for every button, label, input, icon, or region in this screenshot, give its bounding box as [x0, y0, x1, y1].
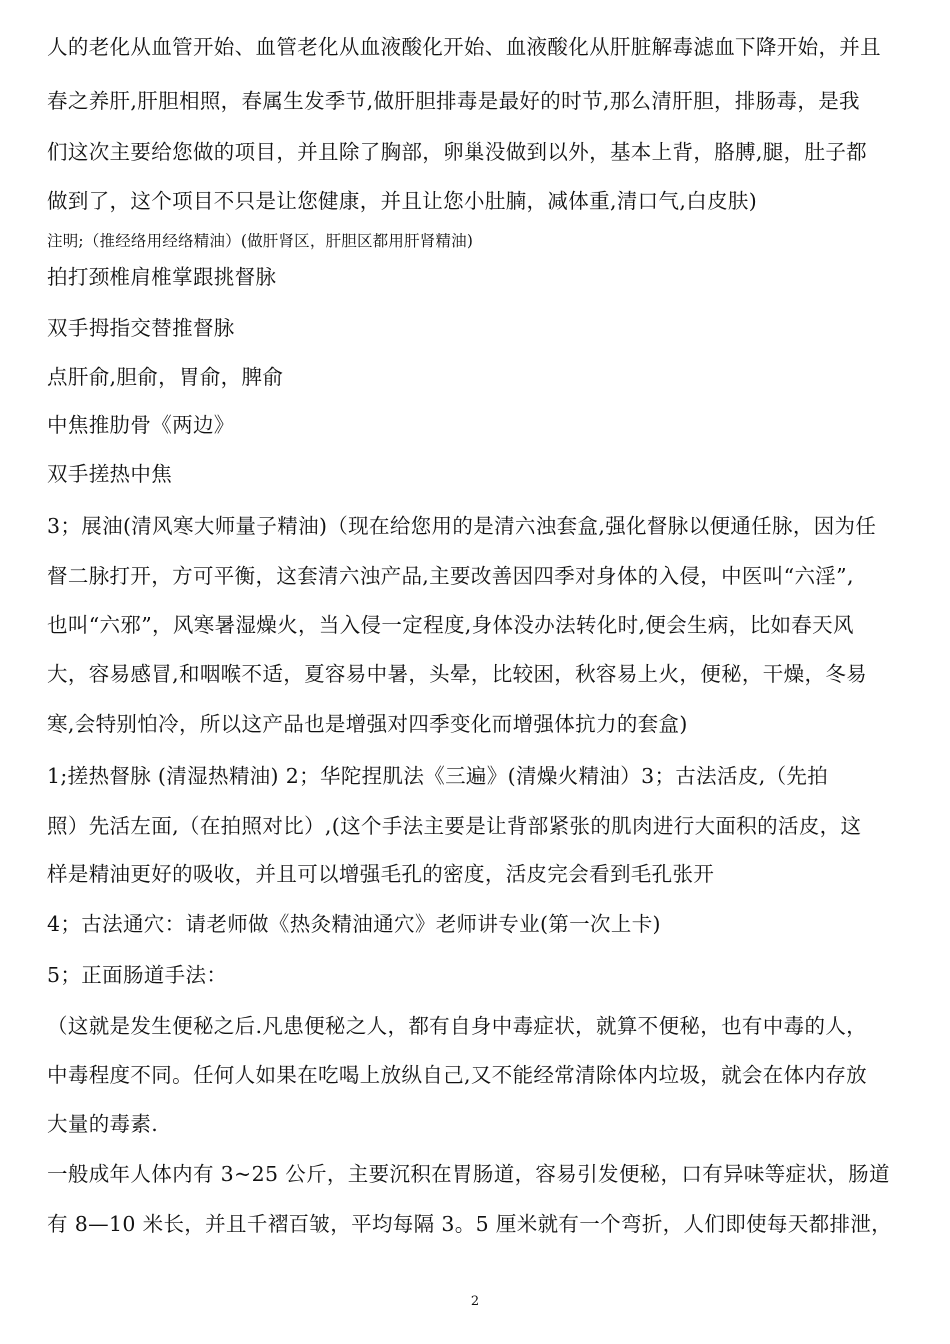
paragraph-line: 中毒程度不同。任何人如果在吃喝上放纵自己,又不能经常清除体内垃圾，就会在体内存放 — [47, 1063, 868, 1087]
step-line: 4；古法通穴：请老师做《热灸精油通穴》老师讲专业(第一次上卡) — [47, 912, 661, 936]
step-line: 拍打颈椎肩椎掌跟挑督脉 — [47, 265, 277, 289]
paragraph-line: 们这次主要给您做的项目，并且除了胸部，卵巢没做到以外，基本上背，胳膊,腿，肚子都 — [47, 140, 868, 164]
paragraph-line: 大量的毒素. — [47, 1112, 159, 1136]
paragraph-line: 1;搓热督脉 (清湿热精油) 2；华陀捏肌法《三遍》(清燥火精油）3；古法活皮,（先拍 — [47, 764, 829, 788]
paragraph-line: 督二脉打开，方可平衡，这套清六浊产品,主要改善因四季对身体的入侵，中医叫“六淫”, — [47, 564, 854, 588]
paragraph-line: 春之养肝,肝胆相照，春属生发季节,做肝胆排毒是最好的时节,那么清肝胆，排肠毒，是我 — [47, 89, 860, 113]
paragraph-line: 做到了，这个项目不只是让您健康，并且让您小肚腩，减体重,清口气,白皮肤) — [47, 189, 758, 213]
step-line: 中焦推肋骨《两边》 — [47, 413, 235, 437]
paragraph-line: 寒,会特别怕冷，所以这产品也是增强对四季变化而增强体抗力的套盒) — [47, 712, 688, 736]
paragraph-line: 样是精油更好的吸收，并且可以增强毛孔的密度，活皮完会看到毛孔张开 — [47, 862, 715, 886]
step-line: 双手拇指交替推督脉 — [47, 316, 235, 340]
step-line: 点肝俞,胆俞，胃俞，脾俞 — [47, 365, 284, 389]
page-number: 2 — [470, 1294, 480, 1309]
paragraph-line: 照）先活左面,（在拍照对比）,(这个手法主要是让背部紧张的肌肉进行大面积的活皮，这 — [47, 814, 862, 838]
paragraph-line: 人的老化从血管开始、血管老化从血液酸化开始、血液酸化从肝脏解毒滤血下降开始，并且 — [47, 35, 881, 59]
step-line: 双手搓热中焦 — [47, 462, 173, 486]
note-line: 注明;（推经络用经络精油）(做肝肾区，肝胆区都用肝肾精油) — [47, 232, 474, 250]
step-line: 5；正面肠道手法： — [47, 963, 228, 987]
paragraph-line: 有 8—10 米长，并且千褶百皱，平均每隔 3。5 厘米就有一个弯折，人们即使每天都排泄， — [47, 1212, 893, 1236]
paragraph-line: 一般成年人体内有 3~25 公斤，主要沉积在胃肠道，容易引发便秘，口有异味等症状，肠道 — [47, 1162, 890, 1186]
paragraph-line: 也叫“六邪”，风寒暑湿燥火，当入侵一定程度,身体没办法转化时,便会生病，比如春天风 — [47, 613, 854, 637]
paragraph-line: 3；展油(清风寒大师量子精油)（现在给您用的是清六浊套盒,强化督脉以便通任脉，因为任 — [47, 514, 877, 538]
paragraph-line: 大，容易感冒,和咽喉不适，夏容易中暑，头晕，比较困，秋容易上火，便秘，干燥，冬易 — [47, 662, 868, 686]
paragraph-line: （这就是发生便秘之后.凡患便秘之人，都有自身中毒症状，就算不便秘，也有中毒的人， — [47, 1014, 868, 1038]
